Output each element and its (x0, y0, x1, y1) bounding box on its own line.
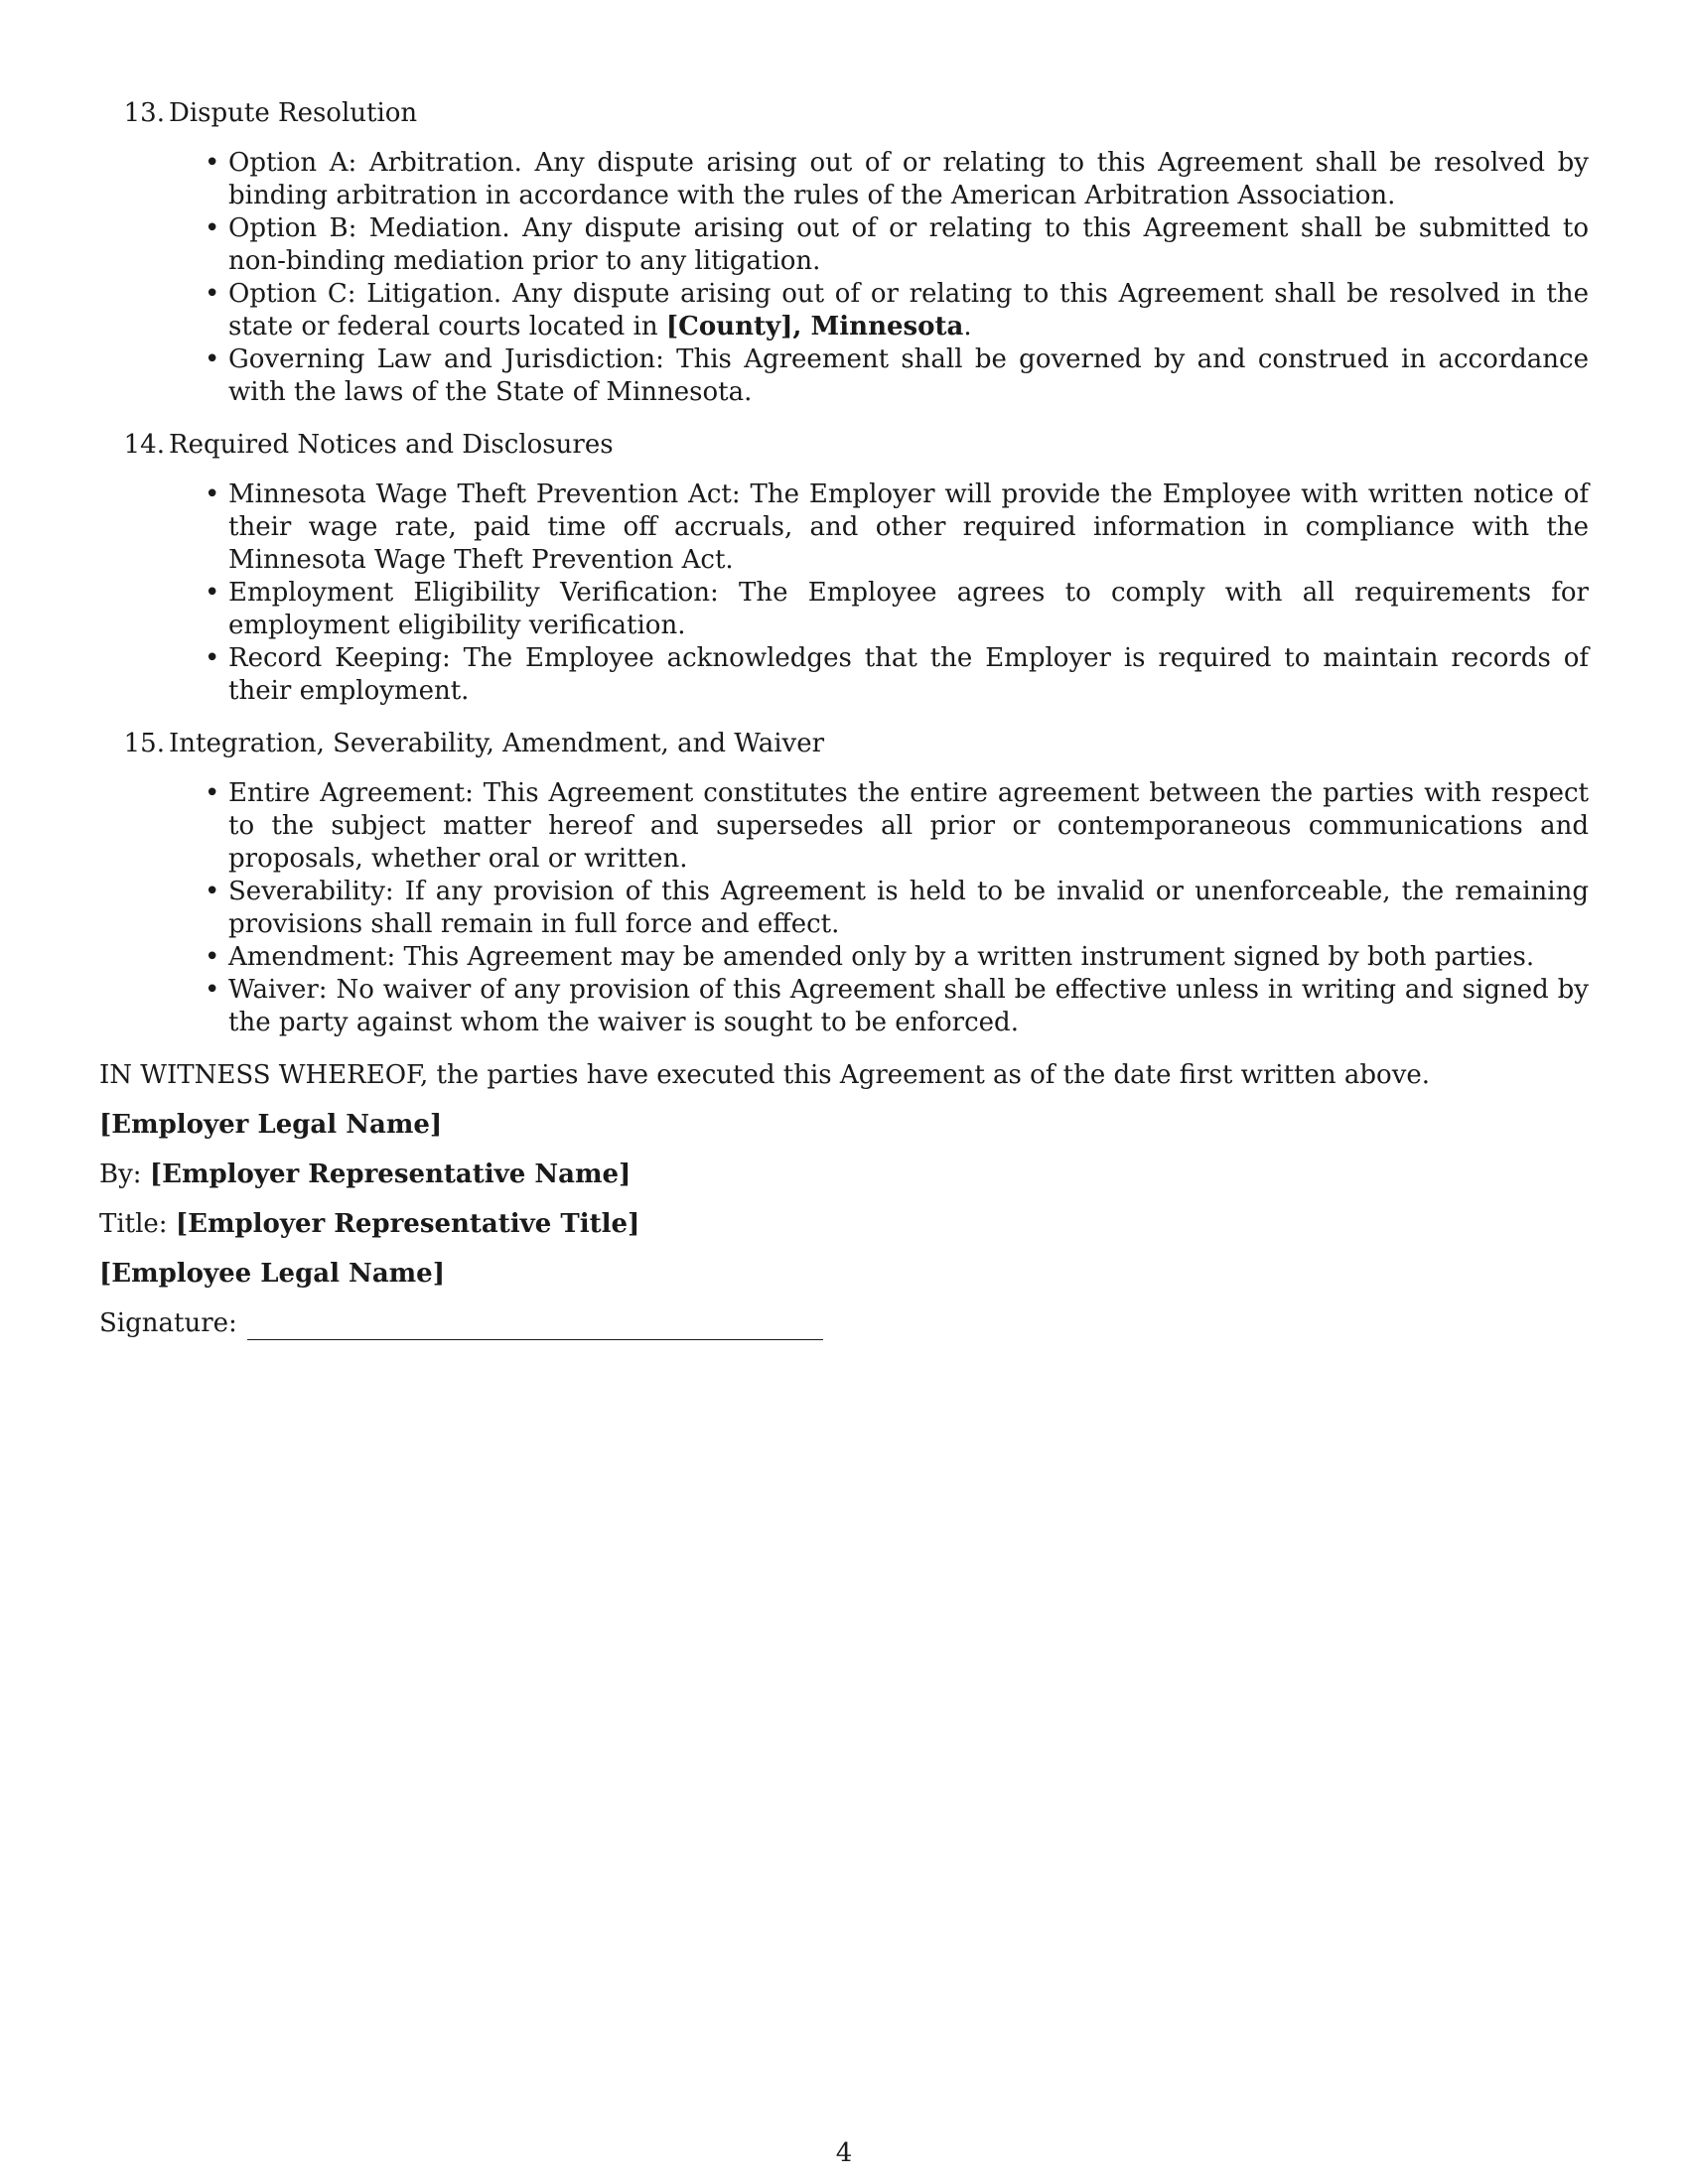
employee-name: [Employee Legal Name] (99, 1259, 446, 1289)
section-heading (99, 429, 1589, 462)
section-title: Integration, Severability, Amendment, and Waiver (169, 729, 825, 758)
section-dispute-resolution (99, 97, 1589, 409)
page-number: 4 (835, 2138, 853, 2168)
county-placeholder: [County], Minnesota (665, 312, 964, 341)
employer-name: [Employer Legal Name] (99, 1110, 443, 1140)
section-integration (99, 728, 1589, 1039)
list-item: • Option A: Arbitration. Any dispute arising out of or relating to this Agreement shall be resolved by binding arbitration in accordance with the rules of the American Arbitration Association. (205, 148, 1589, 210)
list-item: • Employment Eligibility Verification: The Employee agrees to comply with all requirements for employment eligibility verification. (205, 578, 1589, 640)
section-required-notices (99, 429, 1589, 708)
signature-row: Signature: (99, 1307, 1589, 1340)
section-number: 15. (123, 729, 165, 758)
clause-list (99, 147, 1589, 409)
list-item: • Waiver: No waiver of any provision of this Agreement shall be effective unless in writing and signed by the party against whom the waiver is sought to be enforced. (205, 975, 1589, 1037)
bullet-icon: • (205, 213, 220, 243)
list-item: • Governing Law and Jurisdiction: This Agreement shall be governed by and construed in accordance with the laws of the State of Minnesota. (205, 344, 1589, 407)
bullet-icon: • (205, 479, 220, 509)
document-page (99, 97, 1589, 1357)
bullet-icon: • (205, 643, 220, 673)
section-heading (99, 97, 1589, 130)
bullet-icon: • (205, 148, 220, 178)
section-number: 14. (123, 430, 165, 460)
bullet-icon: • (205, 344, 220, 374)
bullet-icon: • (205, 578, 220, 608)
list-item: • Amendment: This Agreement may be amended only by a written instrument signed by both parties. (205, 942, 1535, 972)
bullet-icon: • (205, 942, 220, 972)
section-heading (99, 728, 1589, 760)
employer-representative: By: [Employer Representative Name] (99, 1160, 632, 1189)
section-title: Required Notices and Disclosures (169, 430, 614, 460)
bullet-icon: • (205, 877, 220, 906)
bullet-icon: • (205, 975, 220, 1005)
employer-representative-title: Title: [Employer Representative Title] (99, 1209, 640, 1239)
list-item: • Entire Agreement: This Agreement constitutes the entire agreement between the parties with respect to the subject matter hereof and supersedes all prior or contemporaneous communications and proposals, whether oral or written. (205, 778, 1589, 874)
clause-list (99, 777, 1589, 1039)
list-item: • Minnesota Wage Theft Prevention Act: The Employer will provide the Employee with written notice of their wage rate, paid time off accruals, and other required information in compliance with the Minnesota Wage Theft Prevention Act. (205, 479, 1589, 575)
section-title: Dispute Resolution (169, 98, 418, 128)
bullet-icon: • (205, 778, 220, 808)
signature-line[interactable] (247, 1311, 823, 1340)
section-number: 13. (123, 98, 165, 128)
list-item: • Option C: Litigation. Any dispute arising out of or relating to this Agreement shall be resolved in the state or federal courts located in [County], Minnesota. (205, 279, 1589, 341)
list-item: • Severability: If any provision of this Agreement is held to be invalid or unenforceable, the remaining provisions shall remain in full force and effect. (205, 877, 1589, 939)
bullet-icon: • (205, 279, 220, 309)
clause-list (99, 478, 1589, 708)
list-item: • Record Keeping: The Employee acknowledges that the Employer is required to maintain records of their employment. (205, 643, 1589, 706)
list-item: • Option B: Mediation. Any dispute arising out of or relating to this Agreement shall be submitted to non-binding mediation prior to any litigation. (205, 213, 1589, 276)
witness-statement: IN WITNESS WHEREOF, the parties have executed this Agreement as of the date first written above. (99, 1060, 1431, 1090)
